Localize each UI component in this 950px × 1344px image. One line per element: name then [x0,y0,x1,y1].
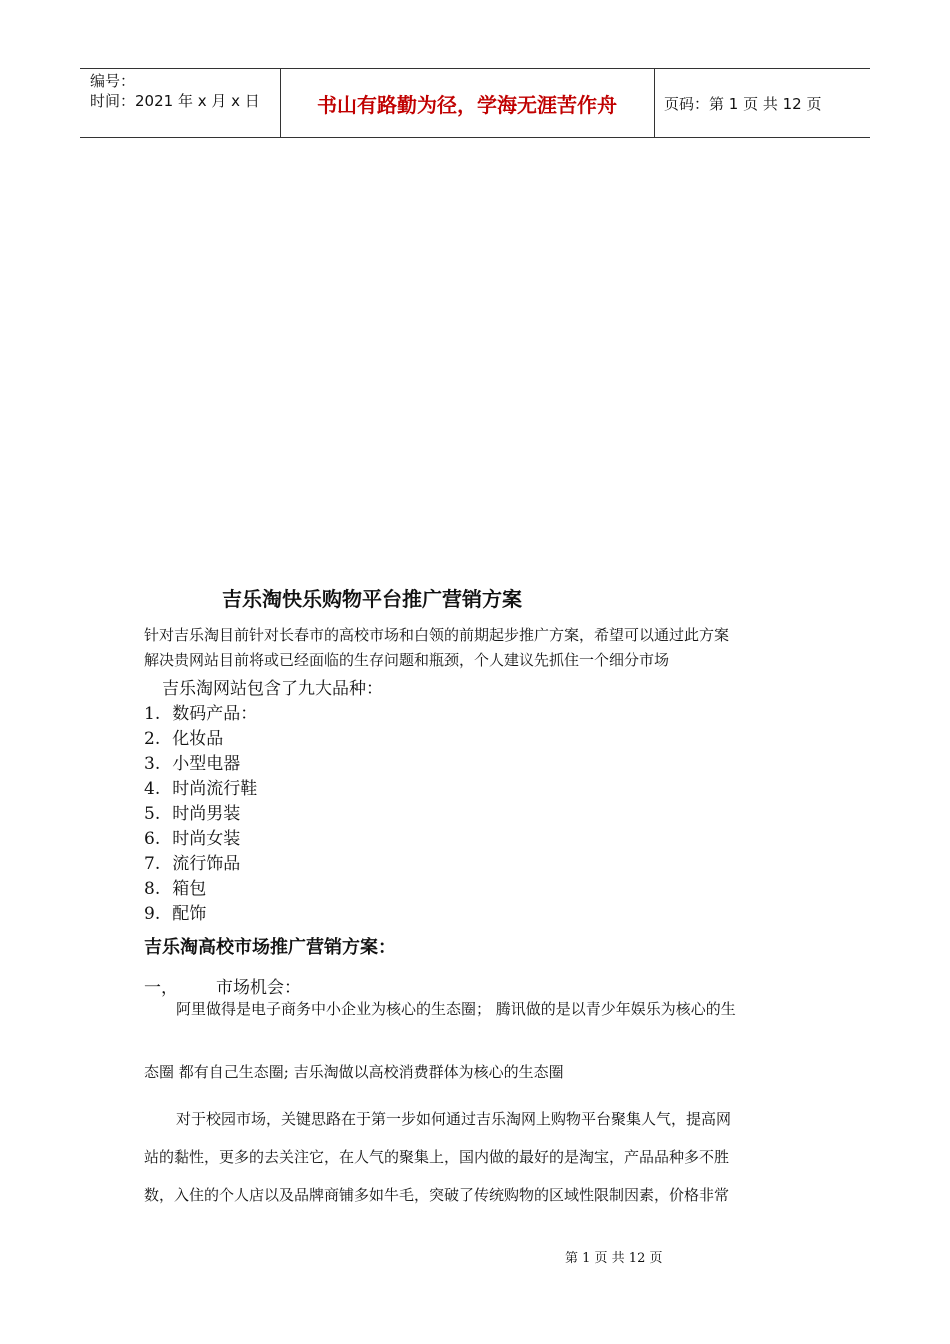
intro-line: 解决贵网站目前将或已经面临的生存问题和瓶颈，个人建议先抓住一个细分市场 [144,651,670,669]
header-motto: 书山有路勤为径，学海无涯苦作舟 [317,92,617,117]
list-item: 3. 小型电器 [144,754,241,774]
categories-intro: 吉乐淘网站包含了九大品种： [162,679,383,699]
header-table [80,68,870,138]
paragraph-line: 态圈 都有自己生态圈; 吉乐淘做以高校消费群体为核心的生态圈 [144,1063,564,1081]
list-item: 7. 流行饰品 [144,854,241,874]
paragraph-line: 对于校园市场，关键思路在于第一步如何通过吉乐淘网上购物平台聚集人气，提高网 [176,1110,732,1128]
list-item: 8. 箱包 [144,879,207,899]
header-meta [90,71,260,111]
header-page-info: 页码：第 1 页 共 12 页 [664,94,822,113]
subsection-number: 一， [144,978,178,998]
time-label: 时间：2021 年 x 月 x 日 [90,92,260,110]
section-heading: 吉乐淘高校市场推广营销方案： [144,937,396,958]
list-item: 5. 时尚男装 [144,804,241,824]
paragraph-line: 数，入住的个人店以及品牌商铺多如牛毛，突破了传统购物的区域性限制因素，价格非常 [144,1186,730,1204]
header-divider [654,69,655,137]
paragraph-line: 站的黏性，更多的去关注它，在人气的聚集上，国内做的最好的是淘宝，产品品种多不胜 [144,1148,730,1166]
paragraph-line: 阿里做得是电子商务中小企业为核心的生态圈； 腾讯做的是以青少年娱乐为核心的生 [176,1000,736,1018]
intro-line: 针对吉乐淘目前针对长春市的高校市场和白领的前期起步推广方案，希望可以通过此方案 [144,626,730,644]
subsection-title: 市场机会： [216,978,301,998]
list-item: 6. 时尚女装 [144,829,241,849]
list-item: 4. 时尚流行鞋 [144,779,258,799]
list-item: 9. 配饰 [144,904,207,924]
code-label: 编号： [90,72,136,90]
page-footer: 第 1 页 共 12 页 [565,1251,663,1266]
list-item: 2. 化妆品 [144,729,224,749]
document-title: 吉乐淘快乐购物平台推广营销方案 [222,587,522,611]
list-item: 1. 数码产品： [144,704,258,724]
